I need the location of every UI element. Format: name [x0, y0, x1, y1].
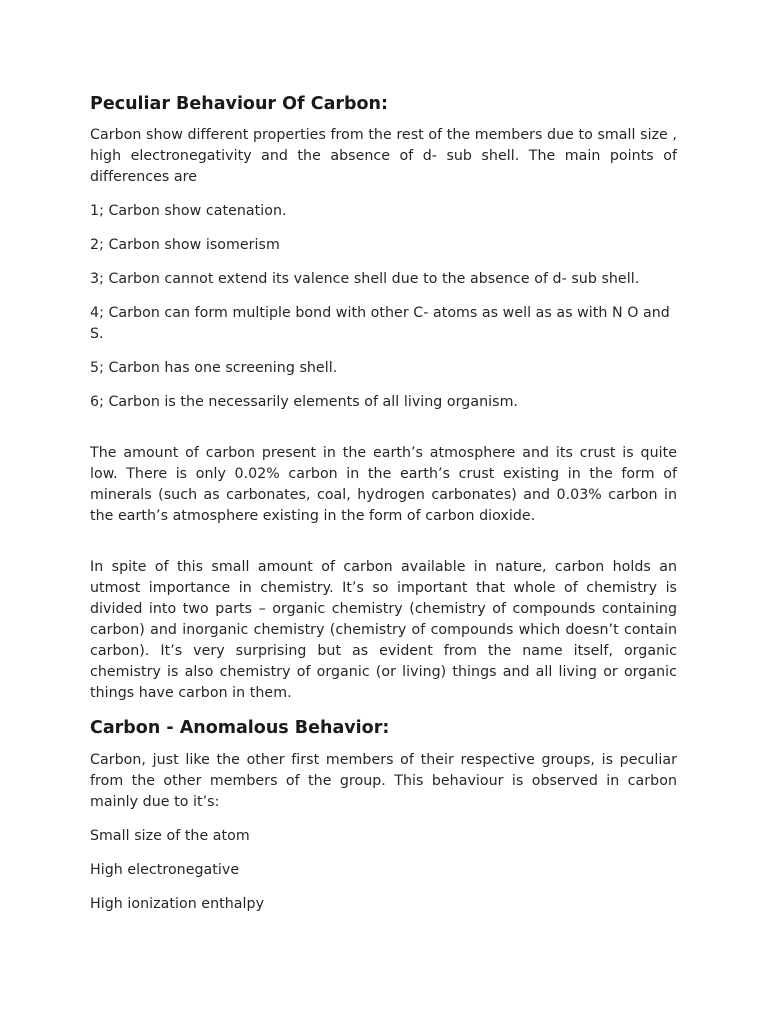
list-item: 5; Carbon has one screening shell. — [90, 360, 338, 376]
list-item: 3; Carbon cannot extend its valence shell due to the absence of d- sub shell. — [90, 271, 640, 287]
anomalous-intro-paragraph: Carbon, just like the other first members of their respective groups, is peculiar from the other members of the group. This behaviour is observed in carbon mainly due to it’s: — [90, 752, 677, 810]
section-heading-peculiar-behaviour: Peculiar Behaviour Of Carbon: — [90, 94, 389, 114]
list-item: 4; Carbon can form multiple bond with other C- atoms as well as as with N O and S. — [90, 305, 670, 342]
carbon-importance-paragraph: In spite of this small amount of carbon available in nature, carbon holds an utmost importance in chemistry. It’s so important that whole of chemistry is divided into two parts – organic chemistry (chemistry of compounds containing carbon) and inorganic chemistry (chemistry of compounds which doesn’t contain carbon). It’s very surprising but as evident from the name itself, organic chemistry is also chemistry of organic (or living) things and all living or organic things have carbon in them. — [90, 559, 677, 701]
list-item: Small size of the atom — [90, 828, 250, 844]
list-item: High electronegative — [90, 862, 240, 878]
list-item: 2; Carbon show isomerism — [90, 237, 280, 253]
list-item: 1; Carbon show catenation. — [90, 203, 287, 219]
section-heading-anomalous-behavior: Carbon - Anomalous Behavior: — [90, 718, 390, 738]
carbon-amount-paragraph: The amount of carbon present in the earth’s atmosphere and its crust is quite low. There is only 0.02% carbon in the earth’s crust existing in the form of minerals (such as carbonates, coal, hydrogen carbonates) and 0.03% carbon in the earth’s atmosphere existing in the form of carbon dioxide. — [90, 445, 677, 524]
list-item: 6; Carbon is the necessarily elements of all living organism. — [90, 394, 518, 410]
document-page — [90, 92, 677, 928]
intro-paragraph: Carbon show different properties from the rest of the members due to small size , high electronegativity and the absence of d- sub shell. The main points of differences are — [90, 127, 677, 185]
list-item: High ionization enthalpy — [90, 896, 265, 912]
